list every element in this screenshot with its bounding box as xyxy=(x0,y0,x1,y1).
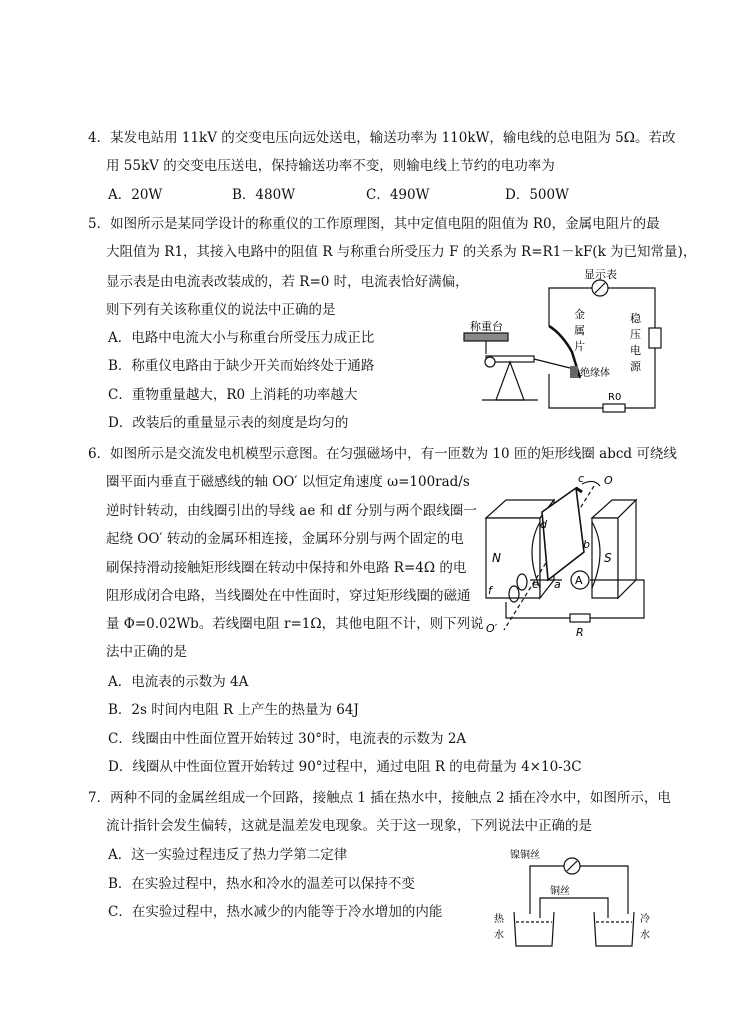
hot-water-label-2: 水 xyxy=(494,930,504,941)
nickel-copper-wire-label: 镍铜丝 xyxy=(510,850,540,861)
q6-option-a: A．电流表的示数为 4A xyxy=(108,674,249,690)
thermoelectric-diagram xyxy=(488,846,658,956)
q4-option-c: C．490W xyxy=(366,187,430,203)
weighing-scale-diagram xyxy=(462,266,662,416)
q5-line-1: 5．如图所示是某同学设计的称重仪的工作原理图，其中定值电阻的阻值为 R0，金属电阻片的最 xyxy=(88,216,660,232)
cold-water-label-1: 冷 xyxy=(640,914,650,925)
source-chars-char: 源 xyxy=(630,360,641,373)
metal-sheet-label xyxy=(574,307,585,353)
power-source-label xyxy=(630,311,642,373)
q5-option-d: D．改装后的重量显示表的刻度是均匀的 xyxy=(108,415,349,431)
q4-option-d: D．500W xyxy=(505,187,569,203)
q4-line-1: 4．某发电站用 11kV 的交变电压向远处送电，输送功率为 110kW，输电线的总电阻为 5Ω。若改 xyxy=(88,130,676,146)
q6-option-b: B．2s 时间内电阻 R 上产生的热量为 64J xyxy=(108,702,359,718)
q7-line-2: 流计指针会发生偏转，这就是温差发电现象。关于这一现象，下列说法中正确的是 xyxy=(106,818,592,834)
sheet-chars-char: 金 xyxy=(574,308,585,321)
resistor-r-label: R xyxy=(576,626,584,639)
display-label: 显示表 xyxy=(584,268,617,281)
q6-line-7: 量 Φ=0.02Wb。若线圈电阻 r=1Ω，其他电阻不计，则下列说 xyxy=(106,616,484,632)
q6-line-2: 圈平面内垂直于磁感线的轴 OO′ 以恒定角速度 ω=100rad/s xyxy=(106,474,470,490)
q6-option-c: C．线圈由中性面位置开始转过 30°时，电流表的示数为 2A xyxy=(108,731,467,747)
generator-diagram xyxy=(484,470,654,640)
sheet-chars-char: 片 xyxy=(574,340,585,353)
q7-line-1: 7．两种不同的金属丝组成一个回路，接触点 1 插在热水中，接触点 2 插在冷水中，如图所示，电 xyxy=(88,790,671,806)
coil-a-label: a xyxy=(554,578,561,591)
q7-option-c: C．在实验过程中，热水减少的内能等于冷水增加的内能 xyxy=(108,904,443,920)
coil-b-label: b xyxy=(583,538,590,551)
q6-line-5: 刷保持滑动接触矩形线圈在转动中保持和外电路 R=4Ω 的电 xyxy=(106,560,467,576)
q5-line-4: 则下列有关该称重仪的说法中正确的是 xyxy=(106,302,336,318)
sheet-chars-char: 属 xyxy=(574,324,585,337)
q7-option-b: B．在实验过程中，热水和冷水的温差可以保持不变 xyxy=(108,876,415,892)
axis-o-label: O xyxy=(604,474,613,487)
q6-option-d: D．线圈从中性面位置开始转过 90°过程中，通过电阻 R 的电荷量为 4×10-3C xyxy=(108,759,582,775)
magnet-n-label: N xyxy=(492,551,501,565)
coil-c-label: c xyxy=(578,472,585,485)
q6-line-6: 阻形成闭合电路，当线圈处在中性面时，穿过矩形线圈的磁通 xyxy=(106,588,471,604)
q5-line-2: 大阻值为 R1，其接入电路中的阻值 R 与称重台所受压力 F 的关系为 R=R1－kF(k 为已知常量)， xyxy=(106,244,697,260)
source-chars-char: 电 xyxy=(630,344,641,357)
q4-option-b: B．480W xyxy=(232,187,296,203)
q6-line-4: 起绕 OO′ 转动的金属环相连接，金属环分别与两个固定的电 xyxy=(106,531,464,547)
q5-option-b: B．称重仪电路由于缺少开关而始终处于通路 xyxy=(108,358,375,374)
q4-line-2: 用 55kV 的交变电压送电，保持输送功率不变，则输电线上节约的电功率为 xyxy=(106,158,555,174)
ammeter-label: A xyxy=(575,574,583,587)
q5-option-a: A．电路中电流大小与称重台所受压力成正比 xyxy=(108,330,375,346)
insulator-label: 绝缘体 xyxy=(580,368,610,379)
copper-wire-label: 铜丝 xyxy=(550,886,570,897)
q6-line-3: 逆时针转动，由线圈引出的导线 ae 和 df 分别与两个跟线圈一 xyxy=(106,503,477,519)
q7-option-a: A．这一实验过程违反了热力学第二定律 xyxy=(108,847,348,863)
resistor-r0-label: R0 xyxy=(608,392,622,403)
q4-option-a: A．20W xyxy=(108,187,163,203)
cold-water-label-2: 水 xyxy=(640,930,650,941)
magnet-s-label: S xyxy=(604,551,612,565)
hot-water-label-1: 热 xyxy=(494,914,504,925)
q5-line-3: 显示表是由电流表改装成的，若 R=0 时，电流表恰好满偏， xyxy=(106,274,469,290)
source-chars-char: 压 xyxy=(630,328,641,341)
platform-label: 称重台 xyxy=(470,320,503,333)
coil-d-label: d xyxy=(540,518,547,531)
wire-e-label: e xyxy=(532,578,539,591)
q6-line-1: 6．如图所示是交流发电机模型示意图。在匀强磁场中，有一匝数为 10 匝的矩形线圈 abcd 可绕线 xyxy=(88,446,677,462)
axis-o-prime-label: O′ xyxy=(486,622,498,635)
source-chars-char: 稳 xyxy=(630,312,641,325)
q6-line-8: 法中正确的是 xyxy=(106,644,187,660)
q5-option-c: C．重物重量越大，R0 上消耗的功率越大 xyxy=(108,387,358,403)
wire-f-label: f xyxy=(488,584,492,597)
